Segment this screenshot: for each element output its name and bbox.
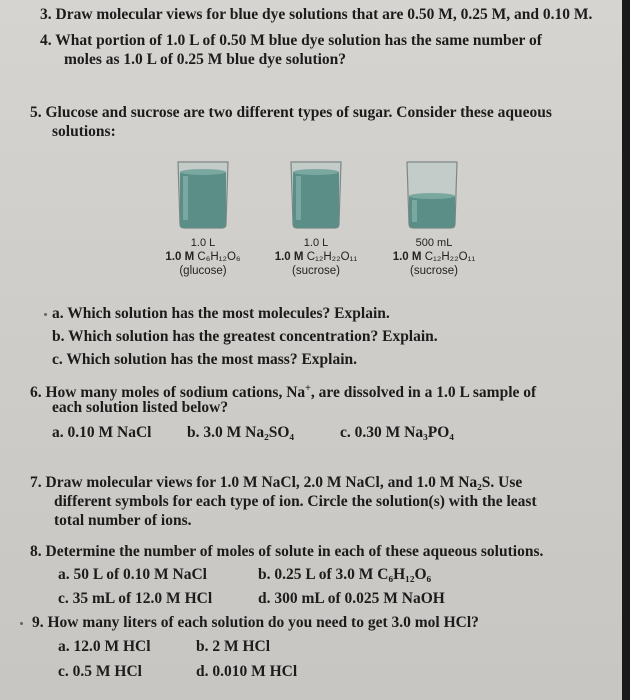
question-6-line-2: each solution listed below? xyxy=(52,399,229,416)
beaker-2-volume: 1.0 L xyxy=(303,237,329,249)
question-5a: a. Which solution has the most molecules? Explain. xyxy=(52,305,390,322)
question-9c: c. 0.5 M HCl xyxy=(58,663,142,680)
beaker-1-formula: C₆H₁₂O₆ xyxy=(197,251,241,263)
beaker-1-conc: 1.0 M xyxy=(165,251,195,263)
beaker-glucose-icon xyxy=(175,158,231,230)
question-8d: d. 300 mL of 0.025 M NaOH xyxy=(258,590,445,607)
question-9d: d. 0.010 M HCl xyxy=(196,663,298,680)
question-9a: a. 12.0 M HCl xyxy=(58,638,151,655)
question-4-number: 4. xyxy=(40,32,52,49)
question-5-line-2: solutions: xyxy=(52,123,116,140)
question-6-superscript: + xyxy=(305,383,311,394)
question-8 xyxy=(30,543,543,561)
beaker-3-formula: C₁₂H₂₂O₁₁ xyxy=(424,251,476,263)
question-8c: c. 35 mL of 12.0 M HCl xyxy=(58,590,213,607)
beaker-sucrose-1l-icon xyxy=(288,158,344,230)
question-7-line-1 xyxy=(30,474,522,492)
question-6-text-1b: , are dissolved in a 1.0 L sample of xyxy=(310,384,537,401)
beaker-sucrose-500ml-icon xyxy=(404,158,460,230)
question-9b: b. 2 M HCl xyxy=(196,638,271,655)
beaker-3-volume: 500 mL xyxy=(415,237,453,249)
beaker-label-sucrose-500ml xyxy=(378,236,490,278)
beaker-3-conc: 1.0 M xyxy=(392,251,422,263)
question-7-line-3: total number of ions. xyxy=(54,512,192,529)
beaker-1-volume: 1.0 L xyxy=(190,237,216,249)
question-8-number: 8. xyxy=(30,543,42,560)
beaker-1-name: (glucose) xyxy=(179,265,227,277)
question-5-text-1: Glucose and sucrose are two different types of sugar. Consider these aqueous xyxy=(45,104,552,121)
question-7-number: 7. xyxy=(30,474,42,491)
question-6a: a. 0.10 M NaCl xyxy=(52,424,152,441)
question-4-line-2: moles as 1.0 L of 0.25 M blue dye solution? xyxy=(64,51,347,68)
question-4-text-1: What portion of 1.0 L of 0.50 M blue dye solution has the same number of xyxy=(55,32,542,49)
question-3 xyxy=(40,6,592,24)
question-5c: c. Which solution has the most mass? Explain. xyxy=(52,351,358,368)
beaker-label-glucose xyxy=(150,236,256,278)
question-6-number: 6. xyxy=(30,384,42,401)
beaker-2-formula: C₁₂H₂₂O₁₁ xyxy=(306,251,358,263)
question-6b: b. 3.0 M Na₂SO₄ xyxy=(187,424,295,441)
question-3-text: Draw molecular views for blue dye solutions that are 0.50 M, 0.25 M, and 0.10 M. xyxy=(55,6,593,23)
beaker-2-conc: 1.0 M xyxy=(274,251,304,263)
question-8-text: Determine the number of moles of solute in each of these aqueous solutions. xyxy=(45,543,544,560)
question-3-number: 3. xyxy=(40,6,52,23)
question-6c: c. 0.30 M Na₃PO₄ xyxy=(340,424,454,441)
question-7-line-2: different symbols for each type of ion. Circle the solution(s) with the least xyxy=(54,493,537,510)
beaker-3-name: (sucrose) xyxy=(410,265,458,277)
question-5-line-1 xyxy=(30,104,552,122)
question-8b: b. 0.25 L of 3.0 M C₆H₁₂O₆ xyxy=(258,566,432,583)
question-6-text-1a: How many moles of sodium cations, Na xyxy=(45,384,306,401)
question-7-text-1: Draw molecular views for 1.0 M NaCl, 2.0 M NaCl, and 1.0 M Na₂S. Use xyxy=(45,474,523,491)
page-edge-shadow xyxy=(622,0,630,700)
question-9 xyxy=(32,614,479,632)
question-5-number: 5. xyxy=(30,104,42,121)
beaker-2-name: (sucrose) xyxy=(292,265,340,277)
question-8a: a. 50 L of 0.10 M NaCl xyxy=(58,566,207,583)
beaker-label-sucrose-1l xyxy=(262,236,370,278)
question-9-text: How many liters of each solution do you need to get 3.0 mol HCl? xyxy=(47,614,479,631)
margin-mark xyxy=(20,622,23,625)
question-5b: b. Which solution has the greatest concentration? Explain. xyxy=(52,328,438,345)
margin-mark xyxy=(44,313,47,316)
question-9-number: 9. xyxy=(32,614,44,631)
question-4-line-1 xyxy=(40,32,542,50)
